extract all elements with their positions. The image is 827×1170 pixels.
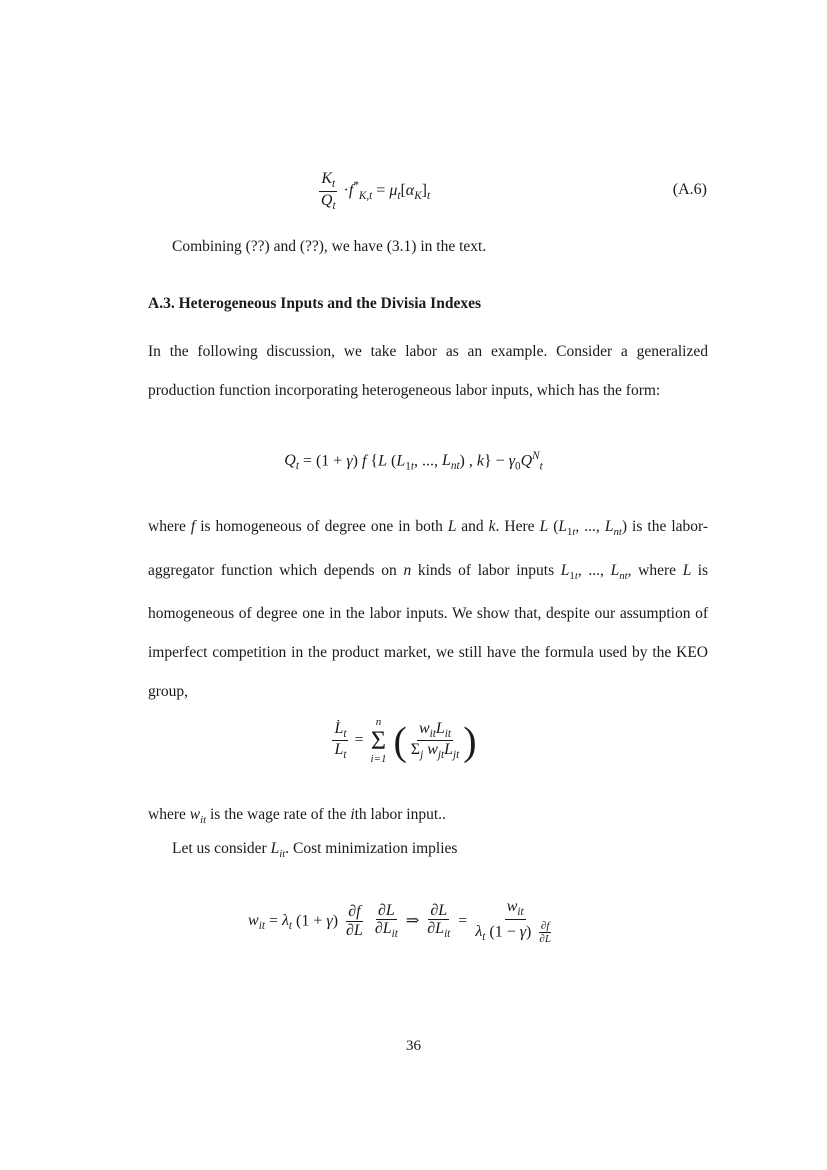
text-wage-3: th labor input..: [354, 806, 446, 823]
text-wage-2: is the wage rate of the: [210, 806, 347, 823]
paragraph-consider: Let us consider $L_{it}$. Cost minimization implies: [172, 840, 458, 861]
equation-a6: $\frac{K_t}{Q_t}$ $\cdot f^*_{K,t} = \mu_t[\alpha_K]_t$: [320, 170, 431, 212]
paragraph-where-f: where f is homogeneous of degree one in both L and k. Here L ($L_{1t}$, ..., $L_{nt}$) is the labor-aggregator function which depends on n kinds of labor inputs $L_{1t}$, ..., $L_{nt}$, where L is homogeneous of degree one in the labor inputs. We show that, despite our assumption of imperfect competition in the product market, we still have the formula used by the KEO group,: [148, 518, 709, 700]
text-where-f-5: is the labor-aggregator function which depends on: [148, 518, 709, 579]
equation-production-function: $Q_t = (1 + \gamma)$ f {L ($L_{1t}$, ..., $L_{nt}$) , $k\} - \gamma_0Q^N_t$: [284, 450, 543, 473]
section-heading: A.3. Heterogeneous Inputs and the Divisia Indexes: [148, 295, 482, 312]
paragraph-wage-rate: where $w_{it}$ is the wage rate of the ith labor input..: [148, 806, 446, 827]
page-number: 36: [406, 1038, 421, 1054]
equation-a6-label: (A.6): [672, 181, 707, 198]
equation-divisia: $\frac{L̇_t}{L_t}$ = n Σ i=1 ( $\frac{w_{it}L_{it}}{\Sigma_j w_{jt}L_{jt}}$ ): [334, 716, 477, 765]
text-consider-1: Let us consider: [172, 840, 267, 857]
paragraph-combining: Combining (??) and (??), we have (3.1) in the text.: [172, 238, 487, 255]
text-wage-1: where: [148, 806, 186, 823]
text-where-f-6: kinds of labor inputs: [417, 561, 555, 579]
text-where-f-7: , where: [627, 561, 677, 579]
text-where-f-8: is homogeneous of degree one in the labor inputs. We show that, despite our assumption of imperfect competition in the product market, we still have the formula used by the KEO group,: [148, 561, 709, 700]
text-where-f-4: . Here: [495, 518, 535, 535]
text-where-f-3: and: [461, 518, 484, 535]
text-where-f-2: is homogeneous of degree one in both: [200, 518, 443, 535]
equation-cost-minimization: $w_{it} = \lambda_t$ (1 + γ) $\frac{\partial f}{\partial L}$ $\frac{\partial L}{\partial L_{it}}$ ⇒ $\frac{\partial L}{\partial L_{it}}$ = $w_{it}$ $\lambda_t$ (1 − γ) $\frac{\partial f}{\partial L}$: [248, 898, 551, 945]
paragraph-intro: In the following discussion, we take labor as an example. Consider a generalized production function incorporating heterogeneous labor inputs, which has the form:: [148, 343, 708, 399]
text-where-f-1: where: [148, 518, 186, 535]
text-consider-2: . Cost minimization implies: [285, 840, 458, 857]
